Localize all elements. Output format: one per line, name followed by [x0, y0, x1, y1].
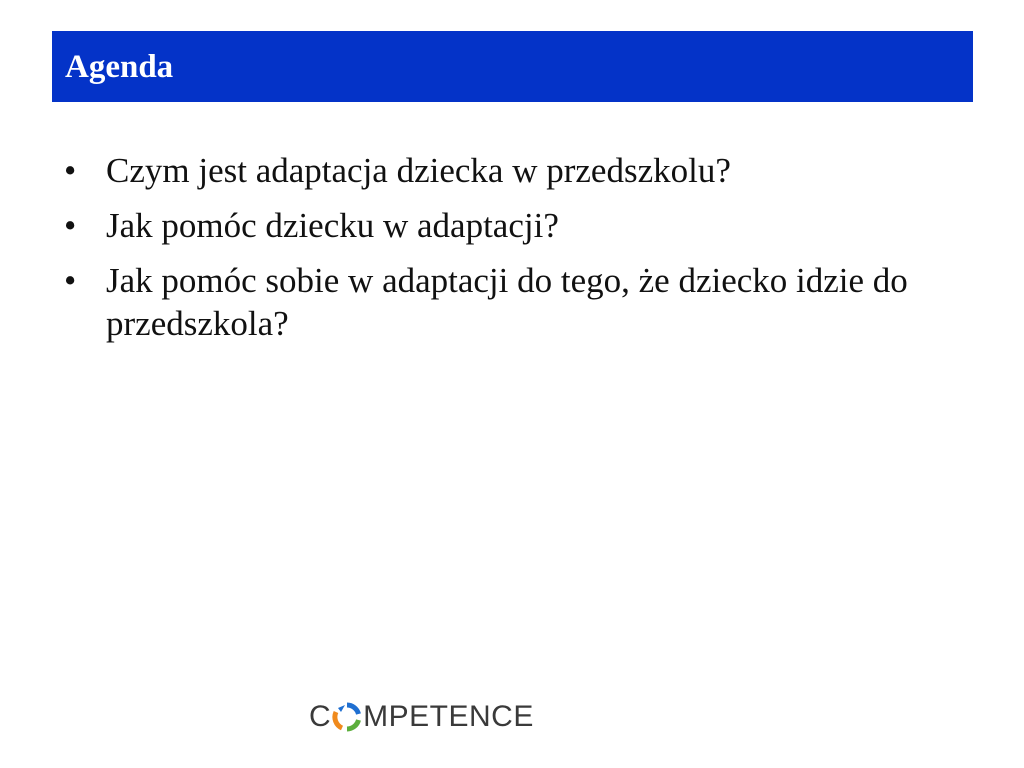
competence-logo [309, 697, 534, 737]
slide-title: Agenda [65, 49, 174, 85]
bullet-list [62, 149, 972, 357]
bullet-marker: • [64, 151, 77, 190]
bullet-item [62, 149, 972, 192]
logo-suffix: MPETENCE [363, 700, 534, 733]
bullet-text: Jak pomóc sobie w adaptacji do tego, że dziecko idzie do przedszkola? [106, 261, 908, 343]
circular-arrows-icon [332, 702, 362, 732]
bullet-marker: • [64, 206, 77, 245]
bullet-text: Jak pomóc dziecku w adaptacji? [106, 206, 559, 245]
bullet-text: Czym jest adaptacja dziecka w przedszkolu? [106, 151, 731, 190]
bullet-item [62, 259, 972, 345]
logo-prefix: C [309, 700, 332, 733]
bullet-item [62, 204, 972, 247]
title-bar [52, 31, 973, 102]
bullet-marker: • [64, 261, 77, 300]
